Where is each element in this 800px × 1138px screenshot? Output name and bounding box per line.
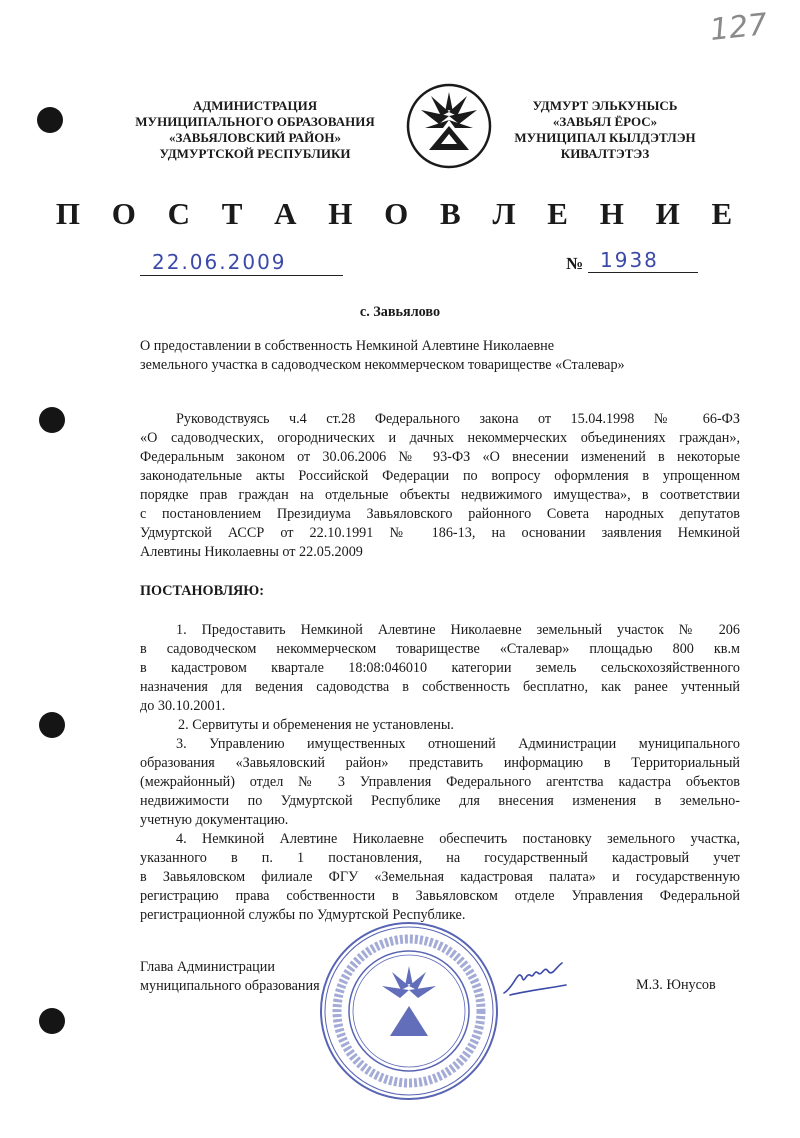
signature-position: Глава Администрации муниципального образования	[140, 959, 320, 994]
date-underline	[140, 275, 343, 276]
official-seal-icon	[318, 920, 500, 1102]
number-underline	[588, 272, 698, 273]
signatory-name: М.З. Юнусов	[636, 977, 716, 993]
punch-hole-3	[39, 712, 65, 738]
resolution-items: 1. Предоставить Немкиной Алевтине Николаевне земельный участок № 206 в садоводческом некоммерческом товариществе «Сталевар» площадью 800 кв.м в кадастровом квартале 18:08:046010 категории земель сельскохозяйственного назначения для ведения садоводства в собственность бесплатно, как ранее учтенный до 30.10.2001. 2. Сервитуты и обременения не установлены. 3. Управлению имущественных отношений Администрации муниципального образования «Завьяловский район» представить информацию в Территориальный (межрайонный) отдел № 3 Управления Федерального агентства кадастра объектов недвижимости по Удмуртской Республике для внесения изменения в земельно- учетную документацию. 4. Немкиной Алевтине Николаевне обеспечить постановку земельного участка, указанного в п. 1 постановления, на государственный кадастровый учет в Завьяловском филиале ФГУ «Земельная кадастровая палата» и государственную регистрацию права собственности в Завьяловском отделе Управления Федеральной регистрационной службы по Удмуртской Республике.	[140, 622, 740, 923]
place: с. Завьялово	[359, 304, 441, 320]
subject: О предоставлении в собственность Немкиной Алевтине Николаевне земельного участка в садоводческом некоммерческом товариществе «Сталевар»	[140, 338, 625, 373]
punch-hole-1	[37, 107, 63, 133]
preamble: Руководствуясь ч.4 ст.28 Федерального закона от 15.04.1998 № 66-ФЗ «О садоводческих, огороднических и дачных некоммерческих объединениях граждан», Федеральным законом от 30.06.2006 № 93-ФЗ «О внесении изменений в некоторые законодательные акты Российской Федерации по вопросу оформления в упрощенном порядке прав граждан на отдельные объекты недвижимого имущества», в соответствии с постановлением Президиума Завьяловского районного Совета народных депутатов Удмуртской АССР от 22.10.1991 № 186-13, на основании заявления Немкиной Алевтины Николаевны от 22.05.2009	[140, 411, 740, 560]
header-left: АДМИНИСТРАЦИЯ МУНИЦИПАЛЬНОГО ОБРАЗОВАНИЯ «ЗАВЬЯЛОВСКИЙ РАЙОН» УДМУРТСКОЙ РЕСПУБЛИКИ	[135, 98, 375, 161]
number-label: №	[566, 254, 584, 273]
handwritten-date: 22.06.2009	[152, 250, 287, 274]
handwritten-signature-icon	[500, 955, 570, 1000]
coat-of-arms-icon	[405, 82, 493, 170]
handwritten-number: 1938	[600, 248, 659, 272]
resolve-heading: ПОСТАНОВЛЯЮ:	[140, 583, 265, 599]
page-number: 127	[708, 7, 769, 48]
punch-hole-4	[39, 1008, 65, 1034]
document-title: П О С Т А Н О В Л Е Н И Е	[55, 196, 745, 231]
punch-hole-2	[39, 407, 65, 433]
header-right: УДМУРТ ЭЛЬКУНЫСЬ «ЗАВЬЯЛ ЁРОС» МУНИЦИПАЛ КЫЛДЭТЛЭН КИВАЛТЭТЭЗ	[514, 98, 696, 161]
